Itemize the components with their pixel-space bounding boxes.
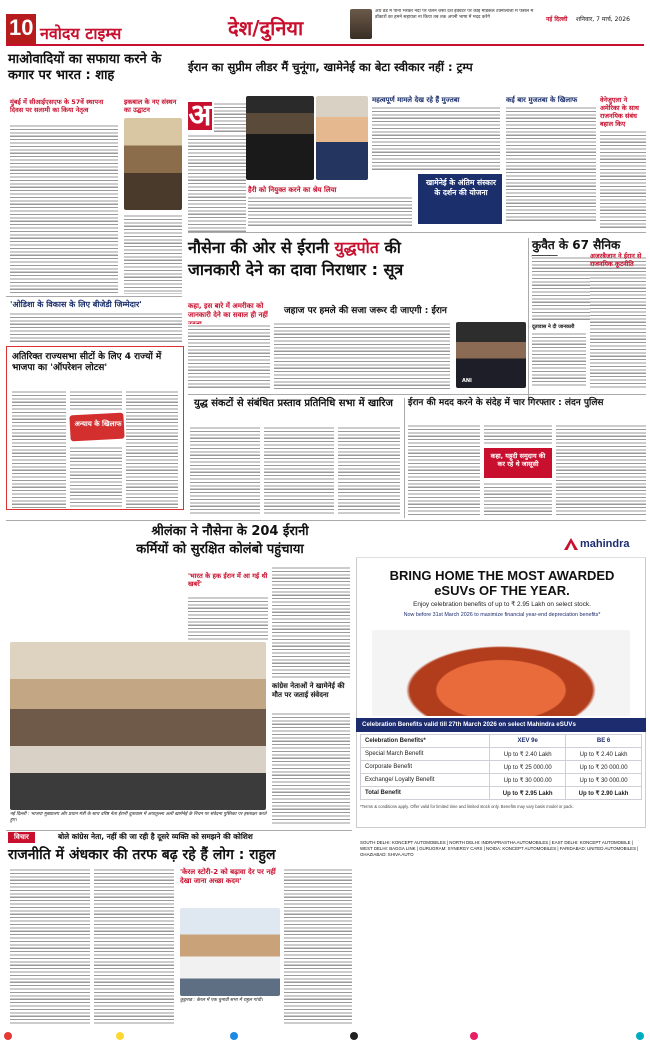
ad-table-row (361, 748, 642, 761)
embassy-tag: दूतावास ने दी जानकारी (532, 324, 575, 330)
box-headline: 'ओडिशा के विकास के लिए बीजेडी जिम्मेदार' (10, 300, 142, 309)
header-rule (6, 44, 644, 46)
bottom-caption: कुट्टनाड : केरल में एक चुनावी सभा में राहुल गांधी। (180, 998, 263, 1003)
colombo-body-1 (188, 596, 268, 640)
rs-badge-text: अन्याय के खिलाफ (74, 420, 122, 428)
rs-headline: अतिरिक्त राज्यसभा सीटों के लिए 4 राज्यों में भाजपा का 'ऑपरेशन लोटस' (12, 352, 162, 373)
reg-dot (4, 1032, 12, 1040)
ad-validity: Now before 31st March 2026 to maximize financial year-end depreciation benefits* (403, 612, 601, 618)
ad-row-label: Exchange/ Loyalty Benefit (361, 774, 490, 787)
drop-cap: अ (188, 98, 212, 133)
ad-strip-text: Celebration Benefits valid till 27th March 2026 on select Mahindra eSUVs (362, 721, 576, 728)
bottom-tagline: बोले कांग्रेस नेता, नहीं की जा रही है दूसरे व्यक्ति को समझने की कोशिश (58, 832, 253, 841)
header-city: नई दिल्ली (546, 16, 568, 23)
ad-row-label: Corporate Benefit (361, 761, 490, 774)
azerbaijan-body (590, 276, 646, 388)
top-headline: ईरान का सुप्रीम लीडर मैं चुनूंगा, खामेनेई का बेटा स्वीकार नहीं : ट्रम्प (188, 60, 473, 74)
col1-headline: माओवादियों का सफाया करने के कगार पर भारत : शाह (8, 52, 162, 83)
kuwait-body-2 (532, 332, 586, 388)
bottom-body-1 (10, 868, 90, 1026)
ad-model-2: BE 6 (566, 735, 642, 748)
harry-body (248, 196, 412, 228)
paper-name: नवोदय टाइम्स (40, 24, 122, 43)
ad-row-label: Total Benefit (361, 787, 490, 800)
inset-headline: इकबाल के नए संस्थन का उद्घाटन (124, 98, 177, 114)
trump-quote-body (372, 106, 500, 170)
debate-headline: युद्ध संकटों से संबंधित प्रस्ताव प्रतिनिधि सभा में खारिज (194, 398, 393, 409)
header-date: शनिवार, 7 मार्च, 2026 (576, 16, 630, 23)
photo-khamenei-son (246, 96, 314, 180)
london-callout: कहा, यहूदी समुदाय की कर रहे थे जासूसी (490, 452, 546, 468)
reg-dot (230, 1032, 238, 1040)
photo-tag: ANI (462, 378, 472, 384)
ad-row-value: Up to ₹ 2.40 Lakh (490, 748, 566, 761)
photo-trump (316, 96, 368, 180)
rs-body-1 (12, 390, 66, 508)
col1-body (10, 124, 118, 294)
col2-body-top-r (214, 102, 246, 132)
ad-table-row (361, 787, 642, 800)
ad-model-1: XEV 9e (490, 735, 566, 748)
khamenei-box-text: खामेनेई के अंतिम संस्कार के दर्शन की योजना (425, 178, 497, 197)
venezuela-body (600, 130, 646, 230)
ad-table-row (361, 761, 642, 774)
navy-bottom-rule (188, 394, 646, 395)
reg-dot (636, 1032, 644, 1040)
photo-rahul (180, 908, 280, 996)
navy-hl-b: की (384, 238, 401, 257)
header-photo (350, 9, 372, 39)
col2-body-top (188, 134, 246, 234)
ad-row-value: Up to ₹ 2.95 Lakh (490, 787, 566, 800)
harry-head: हैरी को नियुक्त करने का श्रेय लिया (248, 186, 337, 194)
ad-row-value: Up to ₹ 30 000.00 (490, 774, 566, 787)
rs-body-2 (70, 390, 122, 410)
navy-headline-2: जानकारी देने का दावा निराधार : सूत्र (188, 260, 404, 279)
ad-benefit-table (360, 734, 642, 800)
iran-head: जहाज पर हमले की सजा जरूर दी जाएगी : ईरान (284, 306, 447, 316)
ad-car-image (372, 630, 630, 716)
sub2-head: कई बार मुजतबा के खिलाफ (506, 96, 578, 104)
ad-row-value: Up to ₹ 20 000.00 (566, 761, 642, 774)
debate-body-3 (338, 426, 400, 516)
london-divider (404, 398, 405, 518)
kuwait-headline: कुवैत के 67 सैनिक (532, 238, 621, 252)
ad-table-header (361, 735, 642, 748)
navy-headline-1 (188, 238, 528, 258)
ad-row-value: Up to ₹ 25 000.00 (490, 761, 566, 774)
reg-dot (116, 1032, 124, 1040)
london-body-4 (556, 424, 646, 516)
rs-body-3 (126, 390, 178, 508)
ad-disclaimer: *Terms & conditions apply. Offer valid for limited time and limited stock only. Benefits may vary basis model or pack. (360, 804, 574, 809)
ad-sub: Enjoy celebration benefits of up to ₹ 2.95 Lakh on select stock. (413, 601, 591, 608)
ad-col-label: Celebration Benefits* (361, 735, 490, 748)
london-body-2 (484, 424, 552, 444)
bottom-body-2 (94, 868, 174, 1026)
sub2-body (506, 106, 596, 222)
bottom-headline: राजनीति में अंधकार की तरफ बढ़ रहे हैं लोग : राहुल (8, 847, 276, 863)
top-divider (188, 232, 646, 233)
photo-condolence (10, 642, 266, 810)
navy-hl-hl: युद्धपोत (334, 238, 379, 257)
london-body-1 (408, 424, 480, 516)
bottom-body-3 (284, 868, 352, 1026)
ad-brand: mahindra (580, 538, 630, 550)
navy-kicker: कहा, इस बारे में अमरीका को जानकारी देने का सवाल ही नहीं (188, 302, 268, 319)
iran-body (274, 322, 450, 390)
debate-body-2 (264, 426, 334, 516)
colombo-body-3 (272, 712, 350, 824)
col1-divider (6, 296, 182, 297)
header-ticker: अर्थ डंडे में पानी भरकर नदी पर चलने जैसा देश इक्वेटर पर कोई मेडिकल टेक्नोलॉजी में फैसले में डॉक्टरों का हमने सहायता ना किया तब तक अपनी भाषा में मदद करेंगे (375, 9, 534, 20)
navy-body-1 (188, 324, 270, 390)
navy-hl-a: नौसेना की ओर से ईरानी (188, 238, 329, 257)
page-number: 10 (9, 15, 34, 40)
colombo-headline-1: श्रीलंका ने नौसेना के 204 ईरानी (151, 524, 309, 539)
box-body (10, 312, 182, 342)
debate-body-1 (190, 426, 260, 516)
bottom-quote: 'केरल स्टोरी-2 को बढ़ावा देर पर नहीं देखा जाना अच्छा कदम' (180, 868, 276, 885)
mid-rule (6, 520, 646, 521)
bottom-rule (6, 830, 352, 831)
rs-body-4 (70, 446, 122, 508)
reg-dot (350, 1032, 358, 1040)
colombo-headline-2: कर्मियों को सुरक्षित कोलंबो पहुंचाया (136, 542, 304, 557)
venezuela-head: वेनेजुएला ने अमेरिका के साथ राजनयिक संबंध बहाल किए (600, 96, 639, 128)
ad-row-value: Up to ₹ 30 000.00 (566, 774, 642, 787)
london-headline: ईरान की मदद करने के संदेह में चार गिरफ्तार : लंदन पुलिस (408, 398, 604, 408)
london-body-3 (484, 482, 552, 516)
ad-table-row (361, 774, 642, 787)
ad-row-value: Up to ₹ 2.90 Lakh (566, 787, 642, 800)
colombo-subhead: कांग्रेस नेताओं ने खामेनेई की मौत पर जताई संवेदना (272, 682, 345, 699)
bottom-tag: विचार (8, 832, 35, 843)
colombo-body-2 (272, 566, 350, 678)
colombo-kicker: 'भारत के हक ईरान में आ गई थी खबरें' (188, 572, 268, 588)
ad-dealers: SOUTH DELHI: KONCEPT AUTOMOBILES | NORTH DELHI: INDRAPRASTHA AUTOMOBILES | EAST DELHI: KONCEPT AUTOMOBILE | WEST DELHI: BAGGA LINK | GURUGRAM: SYNERGY CARS | NOIDA: KONCEPT AUTOMOBILES | FARIDABAD: UNITED AUTOMOBILES | GHAZIABAD: SHIVA AUTO (360, 840, 639, 857)
ad-headline: BRING HOME THE MOST AWARDED eSUVs OF THE YEAR. (389, 568, 615, 598)
col1-subhead: मुंबई में सीआईएसएफ के 57वें स्थापना दिवस पर सलामी का किया नेतृत्व (10, 98, 104, 114)
navy-col-divider (528, 238, 529, 398)
colombo-caption: नई दिल्ली : भाजपा मुख्यालय और प्रधान मंत्री के साथ वरिष्ठ नेता ईरानी दूतावास में अयातुल्ला अली खामेनेई के निधन पर संवेदना पुस्तिका पर हस्ताक्षर करते हुए। (10, 812, 267, 823)
ad-row-value: Up to ₹ 2.40 Lakh (566, 748, 642, 761)
inset-photo (124, 118, 182, 210)
inset-body (124, 214, 182, 294)
section-title: देश/दुनिया (228, 16, 304, 40)
reg-dot (470, 1032, 478, 1040)
ad-row-label: Special March Benefit (361, 748, 490, 761)
azerbaijan-head: अजरबैजान ने ईरान से राजनयिक कूटनीति (590, 252, 642, 268)
trump-quote-head: महत्वपूर्ण मामले देख रहे हैं मुज्तबा (372, 96, 460, 104)
